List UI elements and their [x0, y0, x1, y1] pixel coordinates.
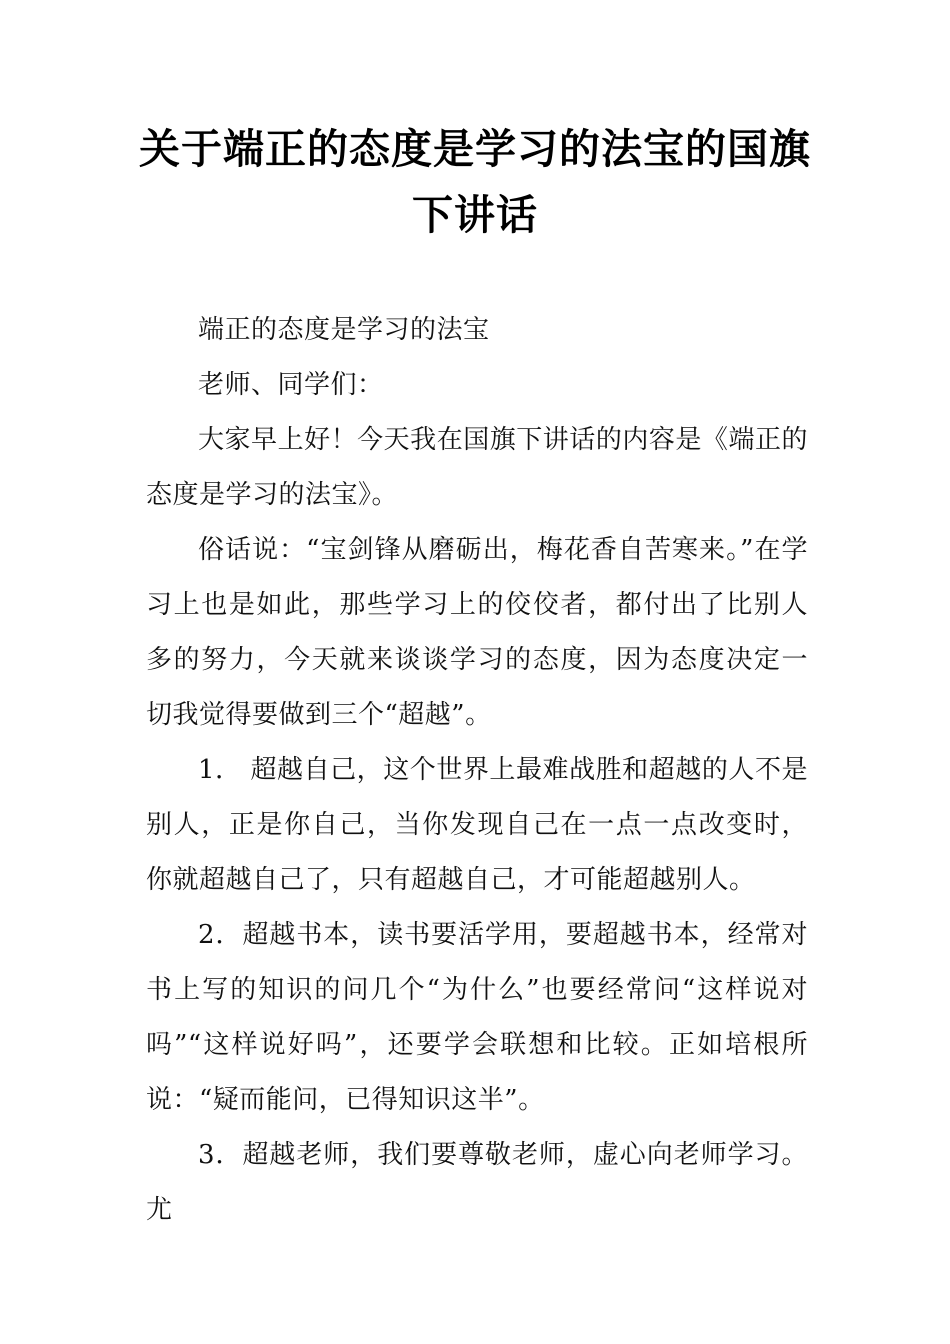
- paragraph-point-2: 2．超越书本，读书要活学用，要超越书本，经常对书上写的知识的问几个“为什么”也要经常问“这样说对吗”“这样说好吗”，还要学会联想和比较。正如培根所说：“疑而能问，已得知识这半”。: [146, 920, 808, 1115]
- paragraph-point-1: 1． 超越自己，这个世界上最难战胜和超越的人不是别人，正是你自己，当你发现自己在一点一点改变时，你就超越自己了，只有超越自己，才可能超越别人。: [146, 755, 808, 895]
- document-body: [146, 303, 808, 1238]
- paragraph-point-3: 3．超越老师，我们要尊敬老师，虚心向老师学习。尤: [146, 1140, 808, 1225]
- paragraph-greeting: 大家早上好！今天我在国旗下讲话的内容是《端正的态度是学习的法宝》。: [146, 425, 808, 510]
- paragraph-salutation: 老师、同学们：: [198, 370, 384, 400]
- document-title: 关于端正的态度是学习的法宝的国旗下讲话: [139, 125, 811, 239]
- paragraph-proverb: 俗话说：“宝剑锋从磨砺出，梅花香自苦寒来。”在学习上也是如此，那些学习上的佼佼者，都付出了比别人多的努力，今天就来谈谈学习的态度，因为态度决定一切我觉得要做到三个“超越”。: [146, 535, 808, 730]
- paragraph-subtitle: 端正的态度是学习的法宝: [198, 315, 490, 345]
